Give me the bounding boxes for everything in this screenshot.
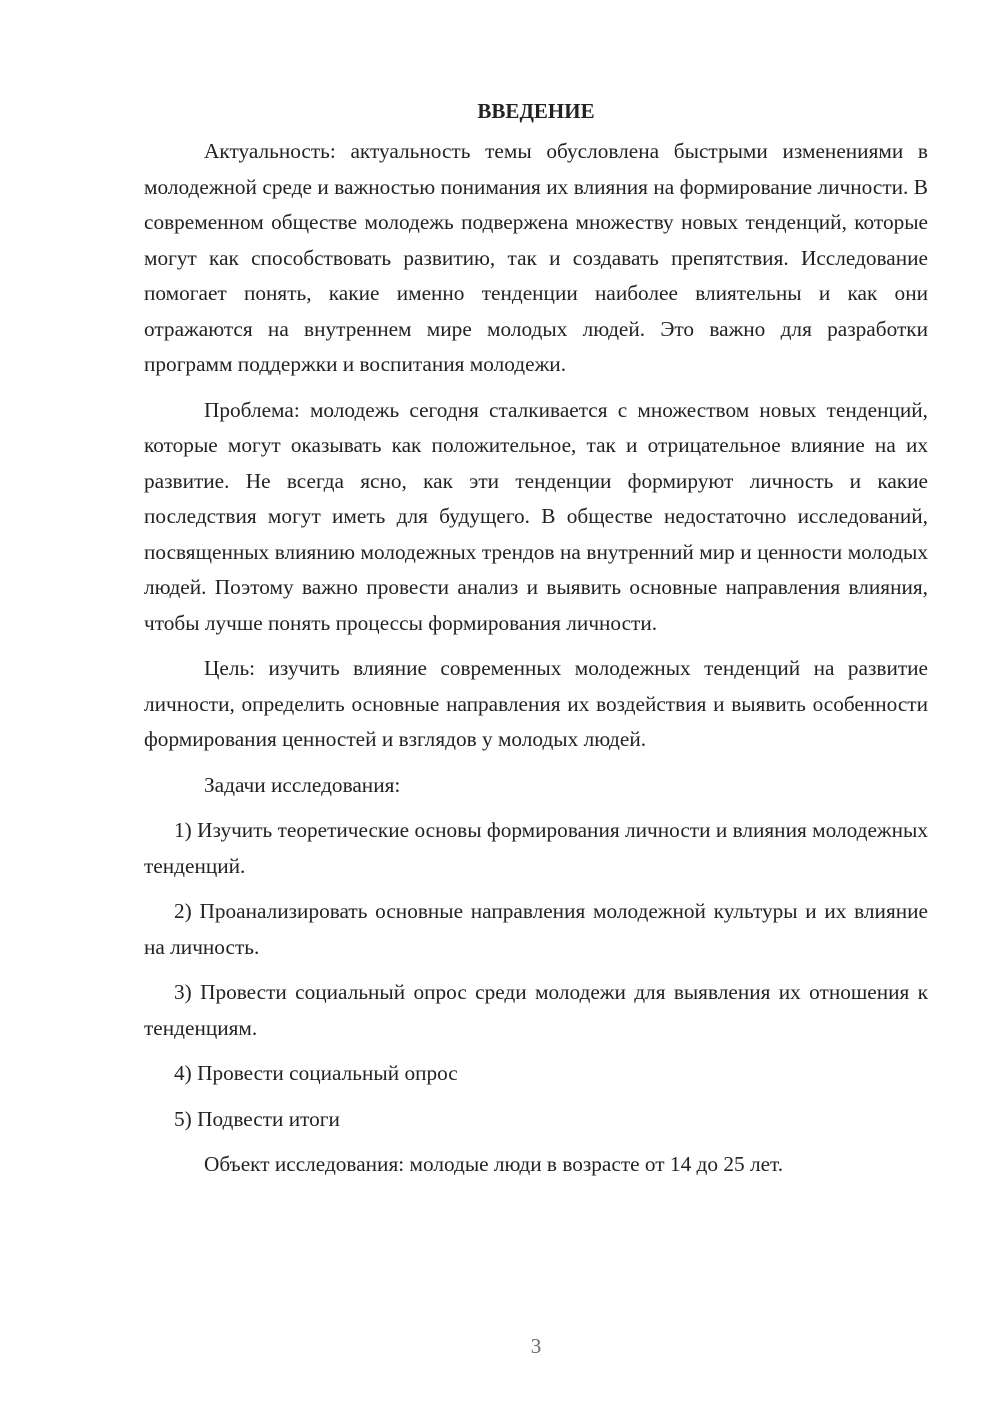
page-title: ВВЕДЕНИЕ [477, 99, 595, 123]
task-item-2: 2) Проанализировать основные направления молодежной культуры и их влияние на личность. [144, 899, 928, 959]
goal-paragraph: Цель: изучить влияние современных молодежных тенденций на развитие личности, определить основные направления их воздействия и выявить особенности формирования ценностей и взглядов у молодых людей. [144, 656, 928, 751]
task-item-5: 5) Подвести итоги [174, 1106, 340, 1131]
object-paragraph: Объект исследования: молодые люди в возрасте от 14 до 25 лет. [204, 1152, 784, 1176]
task-item-3: 3) Провести социальный опрос среди молодежи для выявления их отношения к тенденциям. [144, 980, 928, 1040]
relevance-paragraph: Актуальность: актуальность темы обусловлена быстрыми изменениями в молодежной среде и важностью понимания их влияния на формирование личности. В современном обществе молодежь подвержена множеству новых тенденций, которые могут как способствовать развитию, так и создавать препятствия. Исследование помогает понять, какие именно тенденции наиболее влиятельны и как они отражаются на внутреннем мире молодых людей. Это важно для разработки программ поддержки и воспитания молодежи. [144, 139, 928, 376]
page-number: 3 [530, 1334, 542, 1358]
problem-paragraph: Проблема: молодежь сегодня сталкивается с множеством новых тенденций, которые могут оказывать как положительное, так и отрицательное влияние на их развитие. Не всегда ясно, как эти тенденции формируют личность и какие последствия могут иметь для будущего. В обществе недостаточно исследований, посвященных влиянию молодежных трендов на внутренний мир и ценности молодых людей. Поэтому важно провести анализ и выявить основные направления влияния, чтобы лучше понять процессы формирования личности. [144, 397, 928, 635]
tasks-title: Задачи исследования: [204, 772, 401, 797]
task-item-1: 1) Изучить теоретические основы формирования личности и влияния молодежных тенденций. [144, 818, 928, 878]
document-page [144, 98, 928, 1193]
task-item-4: 4) Провести социальный опрос [174, 1061, 458, 1085]
